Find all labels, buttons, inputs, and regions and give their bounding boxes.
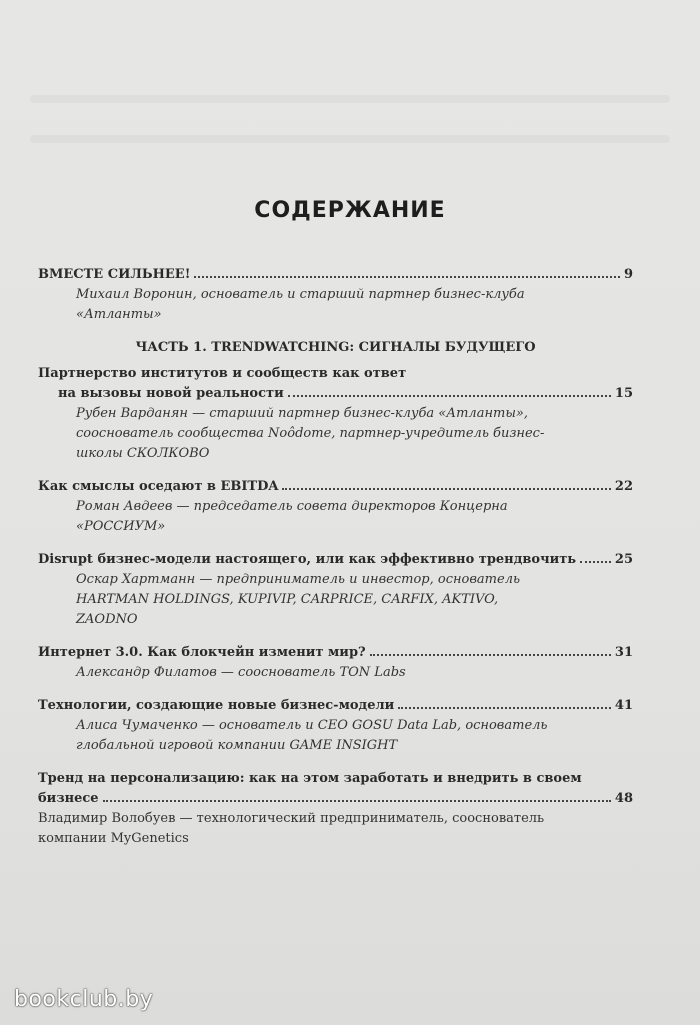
toc-entry xyxy=(38,769,633,849)
toc-entry-title: Как смыслы оседают в EBITDA xyxy=(38,479,279,494)
leader-dots xyxy=(398,707,611,709)
toc-entry-line xyxy=(38,477,633,497)
toc-author: Александр Филатов — сооснователь TON Labs xyxy=(76,665,406,680)
part-heading: ЧАСТЬ 1. TRENDWATCHING: СИГНАЛЫ БУДУЩЕГО xyxy=(135,340,536,355)
toc-entry-line xyxy=(38,643,633,663)
toc-page-number: 22 xyxy=(614,479,633,494)
toc-author: Михаил Воронин, основатель и старший партнер бизнес-клуба xyxy=(76,287,525,302)
toc-page-number: 48 xyxy=(614,791,633,806)
toc-author: Владимир Волобуев — технологический предприниматель, сооснователь xyxy=(38,811,545,826)
toc-page-number: 31 xyxy=(614,645,633,660)
toc-author: Оскар Хартманн — предприниматель и инвестор, основатель xyxy=(76,572,521,587)
bleed-through-text xyxy=(30,95,670,103)
toc-entry-title: на вызовы новой реальности xyxy=(58,386,284,401)
toc-entry xyxy=(38,696,633,756)
toc-entry-line xyxy=(38,550,633,570)
toc-author: «Атланты» xyxy=(76,307,162,322)
toc-author: компании MyGenetics xyxy=(38,831,189,846)
toc-page-number: 25 xyxy=(614,552,633,567)
leader-dots xyxy=(370,654,611,656)
toc-author: Роман Авдеев — председатель совета директоров Концерна xyxy=(76,499,508,514)
toc-entry-title: Тренд на персонализацию: как на этом заработать и внедрить в своем xyxy=(38,771,582,786)
toc-entry xyxy=(38,477,633,537)
toc-entry-intro xyxy=(38,265,633,325)
toc-entry-title: Интернет 3.0. Как блокчейн изменит мир? xyxy=(38,645,366,660)
toc-entry-title: Партнерство институтов и сообществ как ответ xyxy=(38,366,407,381)
bleed-through-text xyxy=(30,135,670,143)
toc-entry-line xyxy=(38,265,633,285)
toc-entry-line xyxy=(38,696,633,716)
leader-dots xyxy=(103,800,611,802)
toc-author: глобальной игровой компании GAME INSIGHT xyxy=(76,738,398,753)
toc-author: «РОССИУМ» xyxy=(76,519,166,534)
toc-entry xyxy=(38,550,633,630)
leader-dots xyxy=(288,395,611,397)
toc-entry xyxy=(38,364,633,464)
toc-author: ZAODNO xyxy=(76,612,138,627)
toc-author: Рубен Варданян — старший партнер бизнес-клуба «Атланты», xyxy=(76,406,529,421)
toc-entry-line xyxy=(38,384,633,404)
toc-entry xyxy=(38,643,633,683)
toc-author: HARTMAN HOLDINGS, KUPIVIP, CARPRICE, CARFIX, AKTIVO, xyxy=(76,592,499,607)
page-title: СОДЕРЖАНИЕ xyxy=(254,198,446,223)
toc-entry-title: Технологии, создающие новые бизнес-модели xyxy=(38,698,395,713)
toc-entry-title: бизнесе xyxy=(38,791,99,806)
toc-entry-title: Disrupt бизнес-модели настоящего, или как эффективно трендвочить xyxy=(38,552,577,567)
leader-dots xyxy=(580,561,611,563)
toc-page-number: 41 xyxy=(614,698,633,713)
leader-dots xyxy=(282,488,610,490)
toc-entry-line xyxy=(38,789,633,809)
watermark-logo: bookclub.by xyxy=(14,987,154,1012)
toc-author: сооснователь сообщества Noôdome, партнер-учредитель бизнес- xyxy=(76,426,545,441)
toc-page-number: 9 xyxy=(623,267,633,282)
toc-page-number: 15 xyxy=(614,386,633,401)
toc-entry-title: ВМЕСТЕ СИЛЬНЕЕ! xyxy=(38,267,191,282)
table-of-contents xyxy=(38,265,633,862)
toc-author: Алиса Чумаченко — основатель и CEO GOSU Data Lab, основатель xyxy=(76,718,548,733)
toc-author: школы СКОЛКОВО xyxy=(76,446,210,461)
leader-dots xyxy=(194,276,620,278)
